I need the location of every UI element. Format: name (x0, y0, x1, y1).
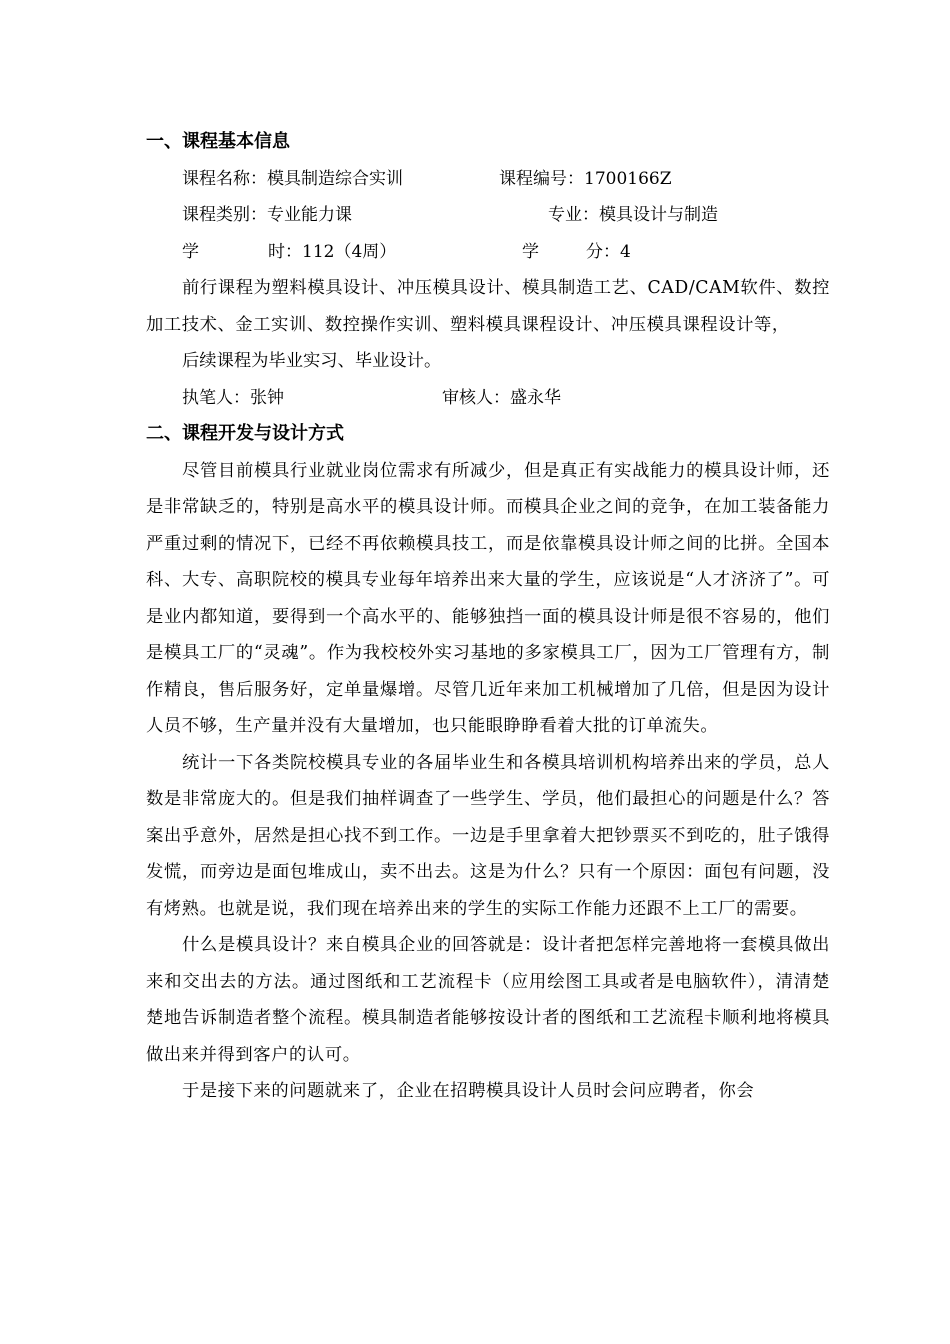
reviewer: 审核人：盛永华 (442, 387, 561, 408)
course-type-row (146, 197, 830, 234)
major: 专业：模具设计与制造 (548, 205, 718, 225)
credits-label: 学 (522, 241, 539, 262)
paragraph-1: 尽管目前模具行业就业岗位需求有所减少，但是真正有实战能力的模具设计师，还是非常缺乏的，特别是高水平的模具设计师。而模具企业之间的竞争，在加工装备能力严重过剩的情况下，已经不再依赖模具技工，而是依靠模具设计师之间的比拼。全国本科、大专、高职院校的模具专业每年培养出来大量的学生，应该说是“人才济济了”。可是业内都知道，要得到一个高水平的、能够独挡一面的模具设计师是很不容易的，他们是模具工厂的“灵魂”。作为我校校外实习基地的多家模具工厂，因为工厂管理有方，制作精良，售后服务好，定单量爆增。尽管几近年来加工机械增加了几倍，但是因为设计人员不够，生产量并没有大量增加，也只能眼睁睁看着大批的订单流失。 (146, 460, 830, 736)
course-name-row (146, 161, 830, 198)
course-name: 课程名称：模具制造综合实训 (182, 168, 403, 189)
prerequisite-courses: 前行课程为塑料模具设计、冲压模具设计、模具制造工艺、CAD/CAM软件、数控加工技术、金工实训、数控操作实训、塑料模具课程设计、冲压模具课程设计等， (146, 278, 830, 335)
follow-up-courses: 后续课程为毕业实习、毕业设计。 (182, 351, 442, 371)
document-body (146, 124, 830, 1110)
paragraph-4: 于是接下来的问题就来了，企业在招聘模具设计人员时会问应聘者，你会 (182, 1081, 755, 1101)
hours-credits-row (146, 234, 830, 271)
course-code: 课程编号：1700166Z (499, 168, 672, 189)
section-heading-development: 二、课程开发与设计方式 (146, 423, 344, 444)
section-heading-basic-info: 一、课程基本信息 (146, 131, 290, 152)
hours-label: 学 (182, 241, 199, 262)
course-type: 课程类别：专业能力课 (182, 205, 352, 225)
paragraph-2: 统计一下各类院校模具专业的各届毕业生和各模具培训机构培养出来的学员，总人数是非常庞大的。但是我们抽样调查了一些学生、学员，他们最担心的问题是什么？答案出乎意外，居然是担心找不到工作。一边是手里拿着大把钞票买不到吃的，肚子饿得发慌，而旁边是面包堆成山，卖不出去。这是为什么？只有一个原因：面包有问题，没有烤熟。也就是说，我们现在培养出来的学生的实际工作能力还跟不上工厂的需要。 (146, 752, 830, 919)
author: 执笔人：张钟 (182, 387, 284, 408)
author-reviewer-row (146, 380, 830, 417)
hours-value: 时：112（4周） (268, 241, 397, 262)
credits-value: 分：4 (586, 241, 631, 262)
paragraph-3: 什么是模具设计？来自模具企业的回答就是：设计者把怎样完善地将一套模具做出来和交出去的方法。通过图纸和工艺流程卡（应用绘图工具或者是电脑软件），清清楚楚地告诉制造者整个流程。模具制造者能够按设计者的图纸和工艺流程卡顺利地将模具做出来并得到客户的认可。 (146, 935, 830, 1065)
